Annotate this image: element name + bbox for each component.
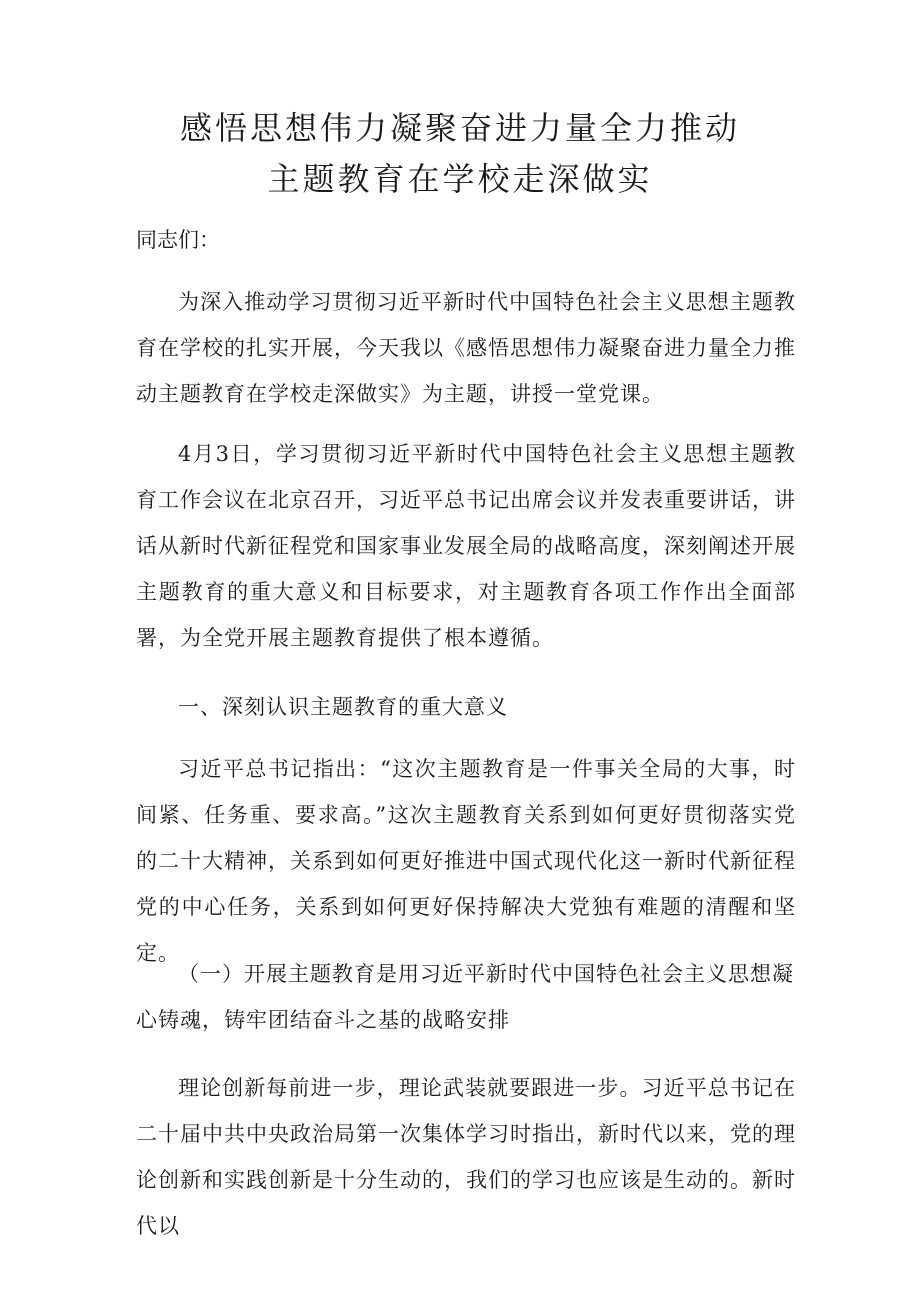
document-title-line-1: 感悟思想伟力凝聚奋进力量全力推动 <box>179 109 740 147</box>
paragraph-theory: 理论创新每前进一步，理论武装就要跟进一步。习近平总书记在二十届中共中央政治局第一次集体学习时指出，新时代以来，党的理论创新和实践创新是十分生动的，我们的学习也应该是生动的。新时代以 <box>136 1076 796 1238</box>
paragraph-intro: 为深入推动学习贯彻习近平新时代中国特色社会主义思想主题教育在学校的扎实开展，今天我以《感悟思想伟力凝聚奋进力量全力推动主题教育在学校走深做实》为主题，讲授一堂党课。 <box>136 290 796 406</box>
salutation: 同志们： <box>136 228 220 252</box>
subsection-heading-1: （一）开展主题教育是用习近平新时代中国特色社会主义思想凝心铸魂，铸牢团结奋斗之基的战略安排 <box>136 962 794 1032</box>
document-title-line-2: 主题教育在学校走深做实 <box>267 160 653 198</box>
paragraph-meeting: 4月3日，学习贯彻习近平新时代中国特色社会主义思想主题教育工作会议在北京召开，习近平总书记出席会议并发表重要讲话，讲话从新时代新征程党和国家事业发展全局的战略高度，深刻阐述开展主题教育的重大意义和目标要求，对主题教育各项工作作出全面部署，为全党开展主题教育提供了根本遵循。 <box>136 442 796 650</box>
section-heading-1: 一、深刻认识主题教育的重大意义 <box>178 695 508 719</box>
paragraph-significance: 习近平总书记指出：“这次主题教育是一件事关全局的大事，时间紧、任务重、要求高。”这次主题教育关系到如何更好贯彻落实党的二十大精神，关系到如何更好推进中国式现代化这一新时代新征程党的中心任务，关系到如何更好保持解决大党独有难题的清醒和坚定。 <box>136 757 796 965</box>
